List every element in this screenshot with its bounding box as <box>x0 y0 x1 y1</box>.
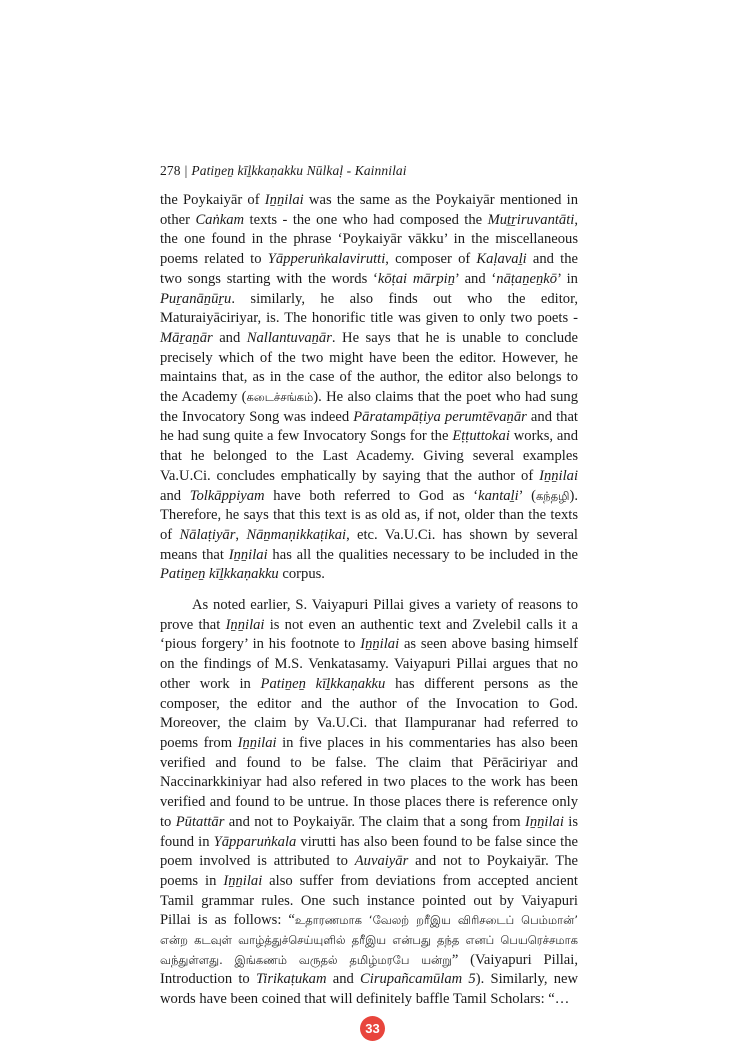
text-run: corpus. <box>278 566 325 583</box>
italic-term: Māṟaṉār <box>160 329 213 346</box>
italic-term: Muṯṟiruvantāti <box>487 211 575 228</box>
italic-term: Tolkāppiyam <box>189 487 265 504</box>
italic-term: Nāṉmaṇikkaṭikai <box>246 526 347 543</box>
page-number: 278 <box>160 163 181 178</box>
paragraph-1 <box>160 191 578 585</box>
text-run: and not to Poykaiyār. The claim that a song from <box>224 813 525 830</box>
text-run: and the two songs starting with the words ‘ <box>160 251 578 287</box>
text-run: is found in <box>160 813 579 850</box>
italic-term: Iṉṉilai <box>539 467 578 484</box>
text-run: , <box>235 526 247 543</box>
text-run: is not even an authentic text and Zvelebil calls it a ‘pious forgery’ in his footnote to <box>160 616 578 653</box>
tamil-text: கடைச்சங்கம் <box>246 390 314 405</box>
text-run: has all the qualities necessary to be included in the <box>267 546 578 563</box>
italic-term: Eṭṭuttokai <box>452 428 510 445</box>
text-run: have both referred to God as ‘ <box>264 487 479 504</box>
text-run: and not to Poykaiyār. The poems in <box>160 853 578 889</box>
italic-term: Yāpparuṅkala <box>213 833 297 850</box>
italic-term: kōṭai mārpiṉ <box>377 270 456 287</box>
text-run: was the same as the Poykaiyār mentioned in other <box>160 192 579 228</box>
text-run: ’ ( <box>518 487 536 504</box>
running-title: Patiṉeṉ kīḻkkaṇakku Nūlkaḷ - Kainnilai <box>191 163 407 178</box>
tamil-text: உதாரணமாக ‘வேலற் றரீஇய விரிசடைப் பெம்மான்’ என்ற கடவுள் வாழ்த்துச்செய்யுளில் தரீஇய என்பது தந்த எனப் பெயரெச்சமாக வந்துள்ளது. இங்கணம் வருதல் தமிழ்மரபே யன்று <box>160 913 578 967</box>
text-run: virutti has also been found to be false since the poem involved is attributed to <box>160 833 579 870</box>
text-run: . He says that he is unable to conclude precisely which of the two might have been the editor. However, he maintains that, as in the case of the author, the editor also belongs to the Academy ( <box>160 329 578 406</box>
italic-term: Kaḷavaḻi <box>476 251 527 268</box>
text-run: , composer of <box>385 251 477 268</box>
body-text <box>160 191 578 1010</box>
header-separator: | <box>184 163 188 178</box>
text-run: . similarly, he also finds out who the editor, Maturaiyāciriyar, is. The honorific title was given to only two poets - <box>160 290 578 327</box>
text-run: and <box>326 971 361 988</box>
italic-term: Iṉṉilai <box>264 192 304 208</box>
running-header <box>160 163 407 179</box>
text-run: has different persons as the composer, the editor and the author of the Invocation to God. Moreover, the claim by Va.U.Ci. that Ilampuranar had referred to poems from <box>160 675 578 751</box>
italic-term: Patiṉeṉ kīḻkkaṇakku <box>160 566 279 583</box>
italic-term: Yāpperuṅkalavirutti <box>267 251 386 268</box>
text-run: ” (Vaiyapuri Pillai, Introduction to <box>160 951 578 988</box>
italic-term: Iṉṉilai <box>524 813 564 830</box>
italic-term: Iṉṉilai <box>225 616 265 633</box>
italic-term: Iṉṉilai <box>228 546 268 563</box>
text-run: ’ in <box>557 270 578 287</box>
italic-term: Iṉṉilai <box>223 872 263 889</box>
text-run: texts - the one who had composed the <box>244 211 488 228</box>
text-run: and that he had sung quite a few Invocatory Songs for the <box>160 408 578 445</box>
text-run: ). Therefore, he says that this text is as old as, if not, older than the texts of <box>160 487 578 543</box>
text-run: ). He also claims that the poet who had sung the Invocatory Song was indeed <box>160 389 578 425</box>
italic-term: Patiṉeṉ kīḻkkaṇakku <box>260 675 386 692</box>
text-run: the Poykaiyār of <box>160 192 265 208</box>
italic-term: Nālaṭiyār <box>179 526 236 543</box>
italic-term: Cirupañcamūlam 5 <box>360 971 476 988</box>
text-run: in five places in his commentaries has also been verified and found to be false. The claim that Pērāciriyar and Naccinarkkiniyar had also refered in two places to the work has been verified and found to be untrue. In those places there is reference only to <box>160 734 578 830</box>
text-run: ’ and ‘ <box>455 270 497 287</box>
italic-term: Tirikaṭukam <box>255 971 327 988</box>
text-run: as seen above basing himself on the findings of M.S. Venkatasamy. Vaiyapuri Pillai argues that no other work in <box>160 636 579 692</box>
italic-term: Caṅkam <box>195 211 245 228</box>
text-run: works, and that he belonged to the Last Academy. Giving several examples Va.U.Ci. concludes emphatically by saying that the author of <box>160 428 578 484</box>
italic-term: Iṉṉilai <box>237 734 277 751</box>
italic-term: Pāratampāṭiya perumtēvaṉār <box>353 408 527 425</box>
italic-term: kantaḻi <box>478 487 519 504</box>
italic-term: Pūtattār <box>175 813 225 830</box>
tamil-text: கந்தழி <box>535 488 570 503</box>
text-run: also suffer from deviations from accepted ancient Tamil grammar rules. One such instance pointed out by Vaiyapuri Pillai is as follows: “ <box>160 872 578 929</box>
paragraph-2 <box>160 596 578 1010</box>
text-run: and <box>212 329 247 346</box>
italic-term: Puṟanāṉūṟu <box>160 290 232 307</box>
italic-term: Auvaiyār <box>354 853 409 870</box>
text-run: ). Similarly, new words have been coined that will definitely baffle Tamil Scholars: “… <box>160 971 579 1008</box>
page-number-badge: 33 <box>360 1016 385 1041</box>
text-run: and <box>160 487 190 504</box>
italic-term: Nallantuvaṉār <box>246 329 332 346</box>
italic-term: Iṉṉilai <box>360 636 400 653</box>
italic-term: nāṭaṉeṉkō <box>496 270 558 287</box>
text-run: , the one found in the phrase ‘Poykaiyār vākku’ in the miscellaneous poems related to <box>160 211 578 268</box>
text-run: As noted earlier, S. Vaiyapuri Pillai gives a variety of reasons to prove that <box>160 597 578 633</box>
text-run: , etc. Va.U.Ci. has shown by several means that <box>160 526 578 563</box>
